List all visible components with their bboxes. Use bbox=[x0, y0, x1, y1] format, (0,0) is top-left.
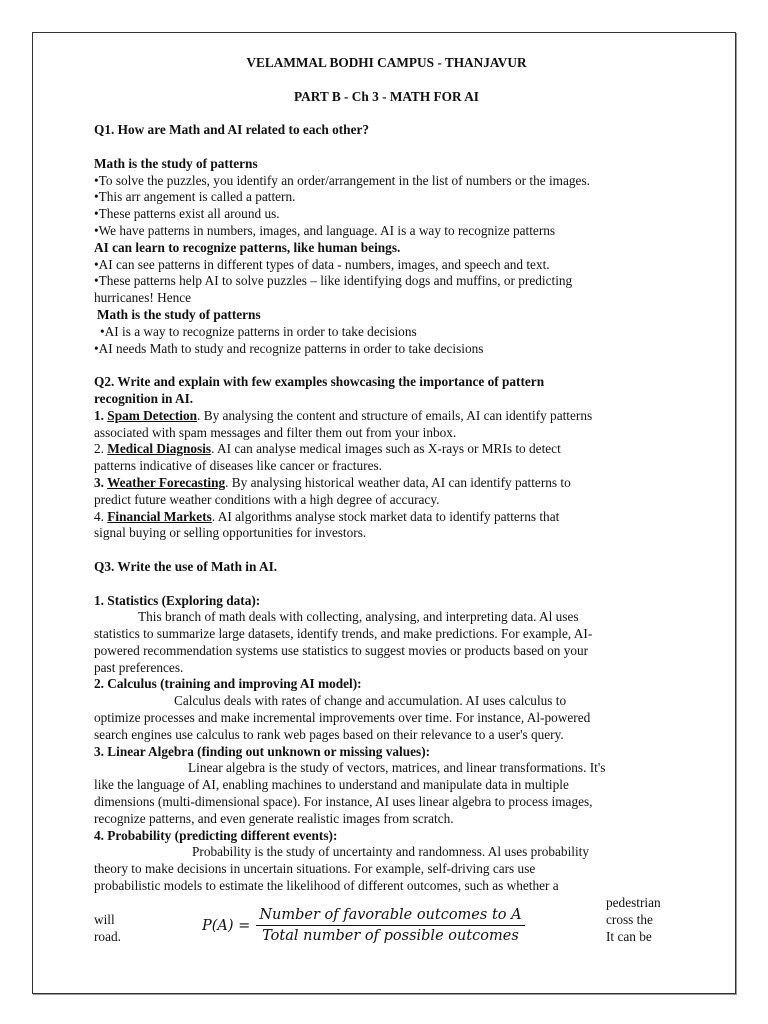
q1-heading-patterns-2: Math is the study of patterns bbox=[97, 306, 261, 322]
q3-line: like the language of AI, enabling machines to understand and manipulate data in multiple bbox=[94, 777, 569, 793]
part-title: PART B - Ch 3 - MATH FOR AI bbox=[294, 88, 479, 104]
q3-line: This branch of math deals with collecting, analysing, and interpreting data. Al uses bbox=[138, 609, 579, 625]
school-title: VELAMMAL BODHI CAMPUS - THANJAVUR bbox=[246, 55, 527, 70]
formula-numerator: Number of favorable outcomes to A bbox=[256, 907, 524, 927]
q3-line: Probability is the study of uncertainty and randomness. Al uses probability bbox=[192, 844, 590, 860]
wrap-word: road. bbox=[94, 928, 121, 944]
q3-line: past preferences. bbox=[94, 659, 184, 675]
wrap-text-right bbox=[606, 912, 653, 946]
document-page bbox=[32, 32, 736, 994]
q3-line: Calculus deals with rates of change and accumulation. AI uses calculus to bbox=[174, 693, 567, 709]
q1-line: •AI is a way to recognize patterns in order to take decisions bbox=[100, 323, 417, 339]
q3-heading-calculus: 2. Calculus (training and improving AI model): bbox=[94, 676, 362, 692]
document-content bbox=[94, 55, 679, 956]
item-number: 4. bbox=[94, 508, 108, 524]
item-title: Spam Detection bbox=[107, 407, 198, 423]
q1-question: Q1. How are Math and AI related to each other? bbox=[94, 122, 370, 138]
wrap-word: will bbox=[94, 911, 115, 927]
q3-line: optimize processes and make incremental improvements over time. For instance, Al-powered bbox=[94, 710, 591, 726]
q3-heading-probability: 4. Probability (predicting different events): bbox=[94, 827, 338, 843]
q1-line: •These patterns help AI to solve puzzles – like identifying dogs and muffins, or predicting bbox=[94, 273, 573, 289]
item-number: 2. bbox=[94, 441, 108, 457]
item-text: . By analysing the content and structure of emails, AI can identify patterns bbox=[197, 407, 593, 423]
item-title: Financial Markets bbox=[107, 508, 212, 524]
q1-line: •To solve the puzzles, you identify an order/arrangement in the list of numbers or the images. bbox=[94, 172, 590, 188]
q3-line: search engines use calculus to rank web pages based on their relevance to a user's query. bbox=[94, 726, 564, 742]
q3-line: theory to make decisions in uncertain situations. For example, self-driving cars use bbox=[94, 861, 536, 877]
q2-item-medical bbox=[94, 441, 679, 458]
q3-heading-statistics: 1. Statistics (Exploring data): bbox=[94, 592, 261, 608]
q2-question-line2: recognition in AI. bbox=[94, 390, 194, 406]
item-text: . AI algorithms analyse stock market data to identify patterns that bbox=[211, 508, 560, 524]
probability-formula bbox=[202, 907, 525, 946]
q3-line: probabilistic models to estimate the likelihood of different outcomes, such as whether a bbox=[94, 878, 559, 894]
q3-line: dimensions (multi-dimensional space). For instance, AI uses linear algebra to process images, bbox=[94, 794, 593, 810]
wrap-text-pedestrian: pedestrian bbox=[606, 894, 661, 910]
q1-line: •AI can see patterns in different types of data - numbers, images, and speech and text. bbox=[94, 256, 550, 272]
q3-line: statistics to summarize large datasets, identify trends, and make predictions. For example, AI- bbox=[94, 626, 593, 642]
q1-line: •AI needs Math to study and recognize patterns in order to take decisions bbox=[94, 340, 484, 356]
item-number: 3. bbox=[94, 474, 108, 490]
q2-item-spam bbox=[94, 408, 679, 425]
q1-line: hurricanes! Hence bbox=[94, 290, 192, 306]
q3-question: Q3. Write the use of Math in AI. bbox=[94, 558, 278, 574]
q2-item-spam-cont: associated with spam messages and filter them out from your inbox. bbox=[94, 424, 457, 440]
q1-line: •This arr angement is called a pattern. bbox=[94, 189, 296, 205]
formula-fraction bbox=[256, 907, 524, 946]
probability-formula-row bbox=[94, 906, 679, 956]
q1-heading-ai: AI can learn to recognize patterns, like human beings. bbox=[94, 239, 401, 255]
q2-question-line1: Q2. Write and explain with few examples showcasing the importance of pattern bbox=[94, 374, 545, 390]
q3-line: powered recommendation systems use statistics to suggest movies or products based on your bbox=[94, 642, 589, 658]
wrap-word: It can be bbox=[606, 928, 652, 944]
wrap-word: cross the bbox=[606, 911, 653, 927]
formula-denominator: Total number of possible outcomes bbox=[262, 928, 519, 945]
q2-item-medical-cont: patterns indicative of diseases like cancer or fractures. bbox=[94, 458, 382, 474]
formula-lhs: P(A) = bbox=[202, 917, 251, 934]
q2-item-financial bbox=[94, 509, 679, 526]
q1-line: •We have patterns in numbers, images, and language. AI is a way to recognize patterns bbox=[94, 222, 556, 238]
q1-heading-patterns: Math is the study of patterns bbox=[94, 155, 258, 171]
q3-heading-linear-algebra: 3. Linear Algebra (finding out unknown or missing values): bbox=[94, 743, 431, 759]
q3-line: recognize patterns, and even generate realistic images from scratch. bbox=[94, 810, 454, 826]
q1-line: •These patterns exist all around us. bbox=[94, 206, 280, 222]
q3-line: Linear algebra is the study of vectors, matrices, and linear transformations. It's bbox=[188, 760, 606, 776]
q2-item-financial-cont: signal buying or selling opportunities for investors. bbox=[94, 525, 367, 541]
item-text: . By analysing historical weather data, AI can identify patterns to bbox=[225, 474, 571, 490]
q2-item-weather-cont: predict future weather conditions with a high degree of accuracy. bbox=[94, 491, 440, 507]
item-title: Weather Forecasting bbox=[107, 474, 226, 490]
item-title: Medical Diagnosis bbox=[107, 441, 212, 457]
item-text: . AI can analyse medical images such as X-rays or MRIs to detect bbox=[211, 441, 561, 457]
item-number: 1. bbox=[94, 407, 108, 423]
wrap-text-left bbox=[94, 912, 121, 946]
q2-item-weather bbox=[94, 475, 679, 492]
